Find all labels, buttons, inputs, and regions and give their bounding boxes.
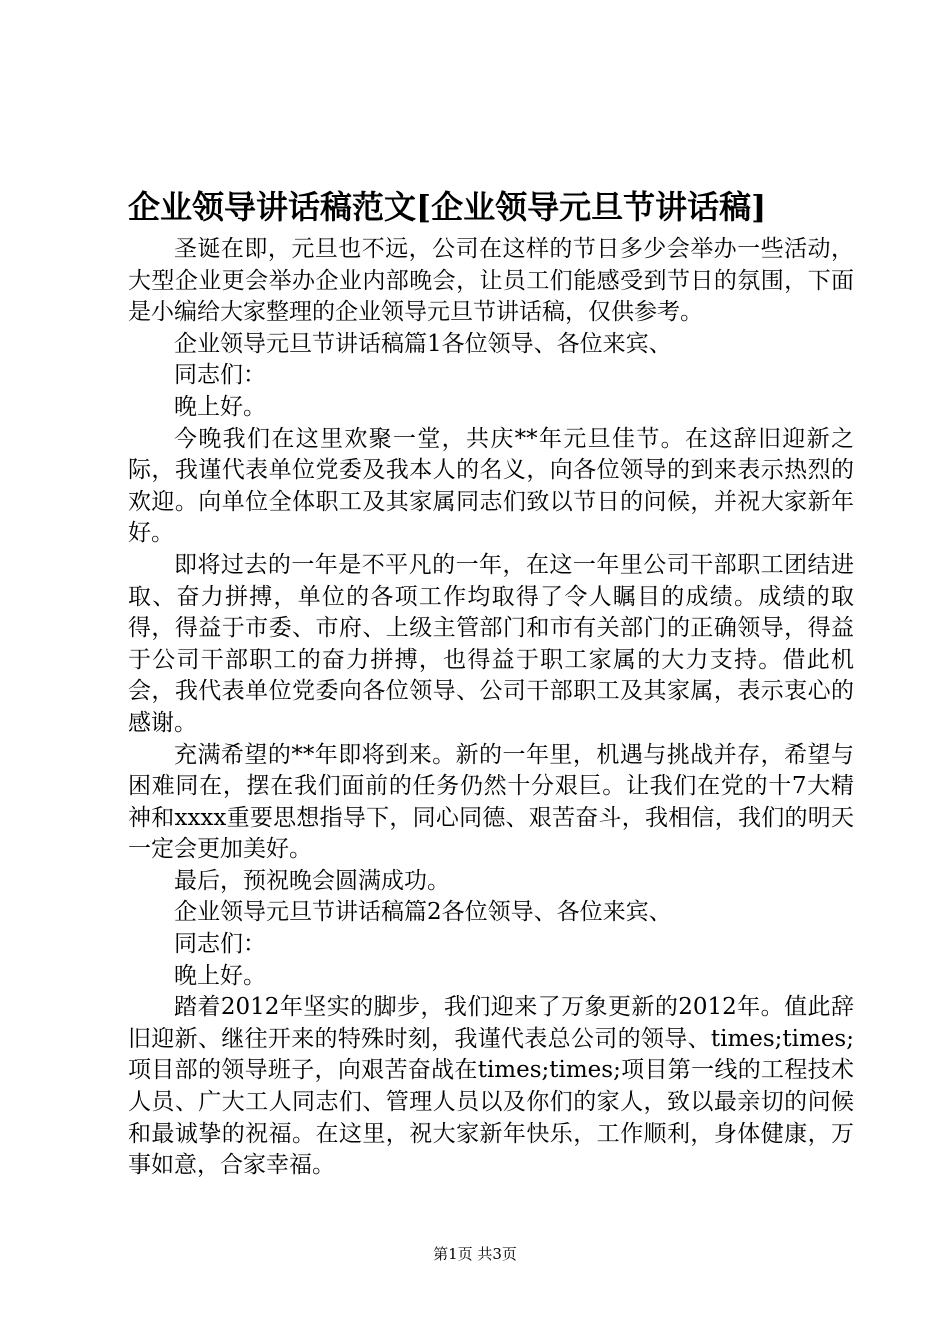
paragraph: 踏着2012年坚实的脚步，我们迎来了万象更新的2012年。值此辞旧迎新、继往开来的特殊时刻，我谨代表总公司的领导、times;times;项目部的领导班子，向艰苦奋战在times;times;项目第一线的工程技术人员、广大工人同志们、管理人员以及你们的家人，致以最亲切的问候和最诚挚的祝福。在这里，祝大家新年快乐，工作顺利，身体健康，万事如意，合家幸福。 (128, 994, 854, 1179)
paragraph: 同志们： (174, 362, 266, 389)
paragraph: 企业领导元旦节讲话稿篇2各位领导、各位来宾、 (174, 899, 672, 926)
paragraph: 今晚我们在这里欢聚一堂，共庆**年元旦佳节。在这辞旧迎新之际，我谨代表单位党委及我本人的名义，向各位领导的到来表示热烈的欢迎。向单位全体职工及其家属同志们致以节日的问候，并祝大家新年好。 (128, 425, 854, 547)
document-title: 企业领导讲话稿范文[企业领导元旦节讲话稿] (128, 188, 767, 226)
paragraph: 最后，预祝晚会圆满成功。 (174, 867, 450, 894)
paragraph: 充满希望的**年即将到来。新的一年里，机遇与挑战并存，希望与困难同在，摆在我们面前的任务仍然十分艰巨。让我们在党的十7大精神和xxxx重要思想指导下，同心同德、艰苦奋斗，我相信，我们的明天一定会更加美好。 (128, 741, 854, 863)
paragraph: 晚上好。 (174, 962, 266, 989)
paragraph: 企业领导元旦节讲话稿篇1各位领导、各位来宾、 (174, 330, 672, 357)
paragraph: 同志们： (174, 931, 266, 958)
paragraph: 晚上好。 (174, 393, 266, 420)
paragraph: 圣诞在即，元旦也不远，公司在这样的节日多少会举办一些活动，大型企业更会举办企业内部晚会，让员工们能感受到节日的氛围，下面是小编给大家整理的企业领导元旦节讲话稿，仅供参考。 (128, 236, 854, 326)
document-body (128, 234, 854, 1182)
paragraph: 即将过去的一年是不平凡的一年，在这一年里公司干部职工团结进取、奋力拼搏，单位的各项工作均取得了令人瞩目的成绩。成绩的取得，得益于市委、市府、上级主管部门和市有关部门的正确领导，得益于公司干部职工的奋力拼搏，也得益于职工家属的大力支持。借此机会，我代表单位党委向各位领导、公司干部职工及其家属，表示衷心的感谢。 (128, 551, 854, 736)
page-footer: 第1页 共3页 (433, 1245, 517, 1263)
